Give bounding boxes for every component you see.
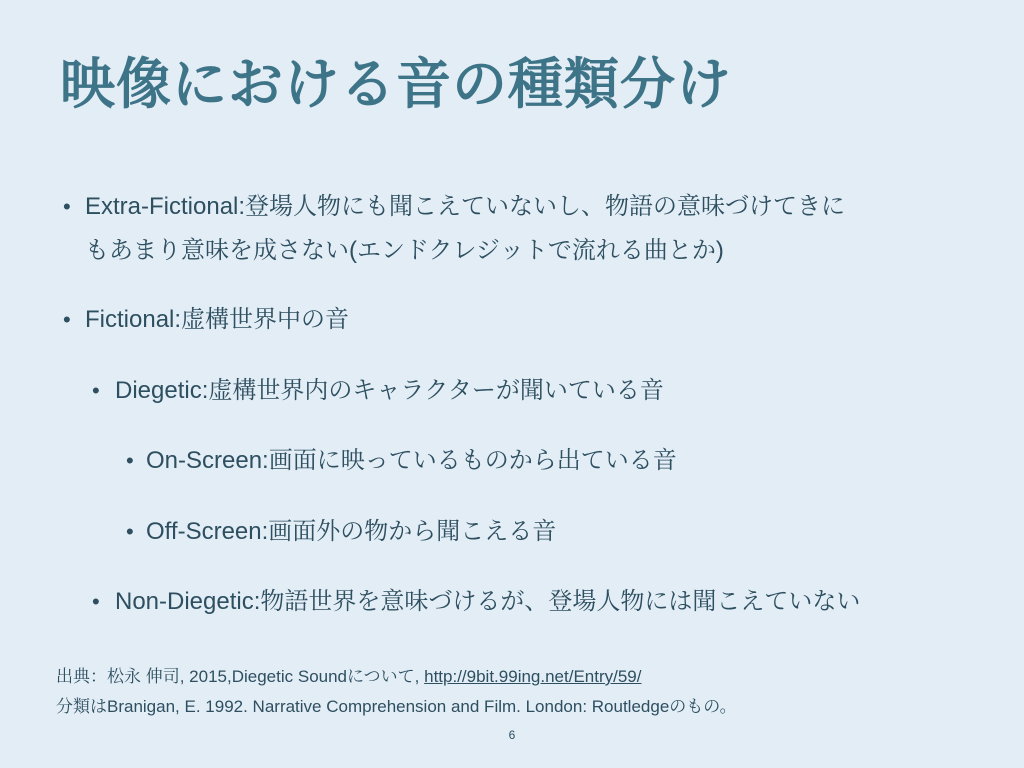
- bullet-text-line: Fictional:虚構世界中の音: [85, 306, 350, 333]
- citation-text: 分類はBranigan, E. 1992. Narrative Comprehension and Film. London: Routledgeのもの。: [56, 697, 737, 716]
- bullet-icon: •: [63, 194, 71, 219]
- bullet-icon: •: [126, 448, 134, 473]
- bullet-item-fictional: [0, 305, 994, 335]
- citation-text: 出典：松永 伸司, 2015,Diegetic Soundについて,: [56, 667, 425, 686]
- bullet-item-extra-fictional: [0, 185, 994, 273]
- bullet-icon: •: [63, 307, 71, 332]
- citation-link[interactable]: http://9bit.99ing.net/Entry/59/: [424, 667, 642, 686]
- bullet-item-off-screen: [0, 517, 994, 547]
- bullet-icon: •: [126, 519, 134, 544]
- page-number: 6: [508, 728, 516, 742]
- bullet-text-line: Non-Diegetic:物語世界を意味づけるが、登場人物には聞こえていない: [115, 588, 861, 615]
- bullet-icon: •: [92, 589, 100, 614]
- bullet-text-line: Off-Screen:画面外の物から聞こえる音: [146, 518, 557, 545]
- citation-line-1: [56, 666, 984, 688]
- bullet-item-non-diegetic: [0, 587, 994, 617]
- bullet-text-line: Extra-Fictional:登場人物にも聞こえていないし、物語の意味づけてきに: [85, 193, 846, 220]
- bullet-item-on-screen: [0, 446, 994, 476]
- slide-title: 映像における音の種類分け: [60, 53, 733, 115]
- bullet-item-diegetic: [0, 376, 994, 406]
- bullet-icon: •: [92, 378, 100, 403]
- citation-line-2: [56, 696, 984, 718]
- bullet-text-line: On-Screen:画面に映っているものから出ている音: [146, 447, 677, 474]
- bullet-text-line: Diegetic:虚構世界内のキャラクターが聞いている音: [115, 377, 664, 404]
- bullet-text-line: もあまり意味を成さない(エンドクレジットで流れる曲とか): [85, 237, 724, 264]
